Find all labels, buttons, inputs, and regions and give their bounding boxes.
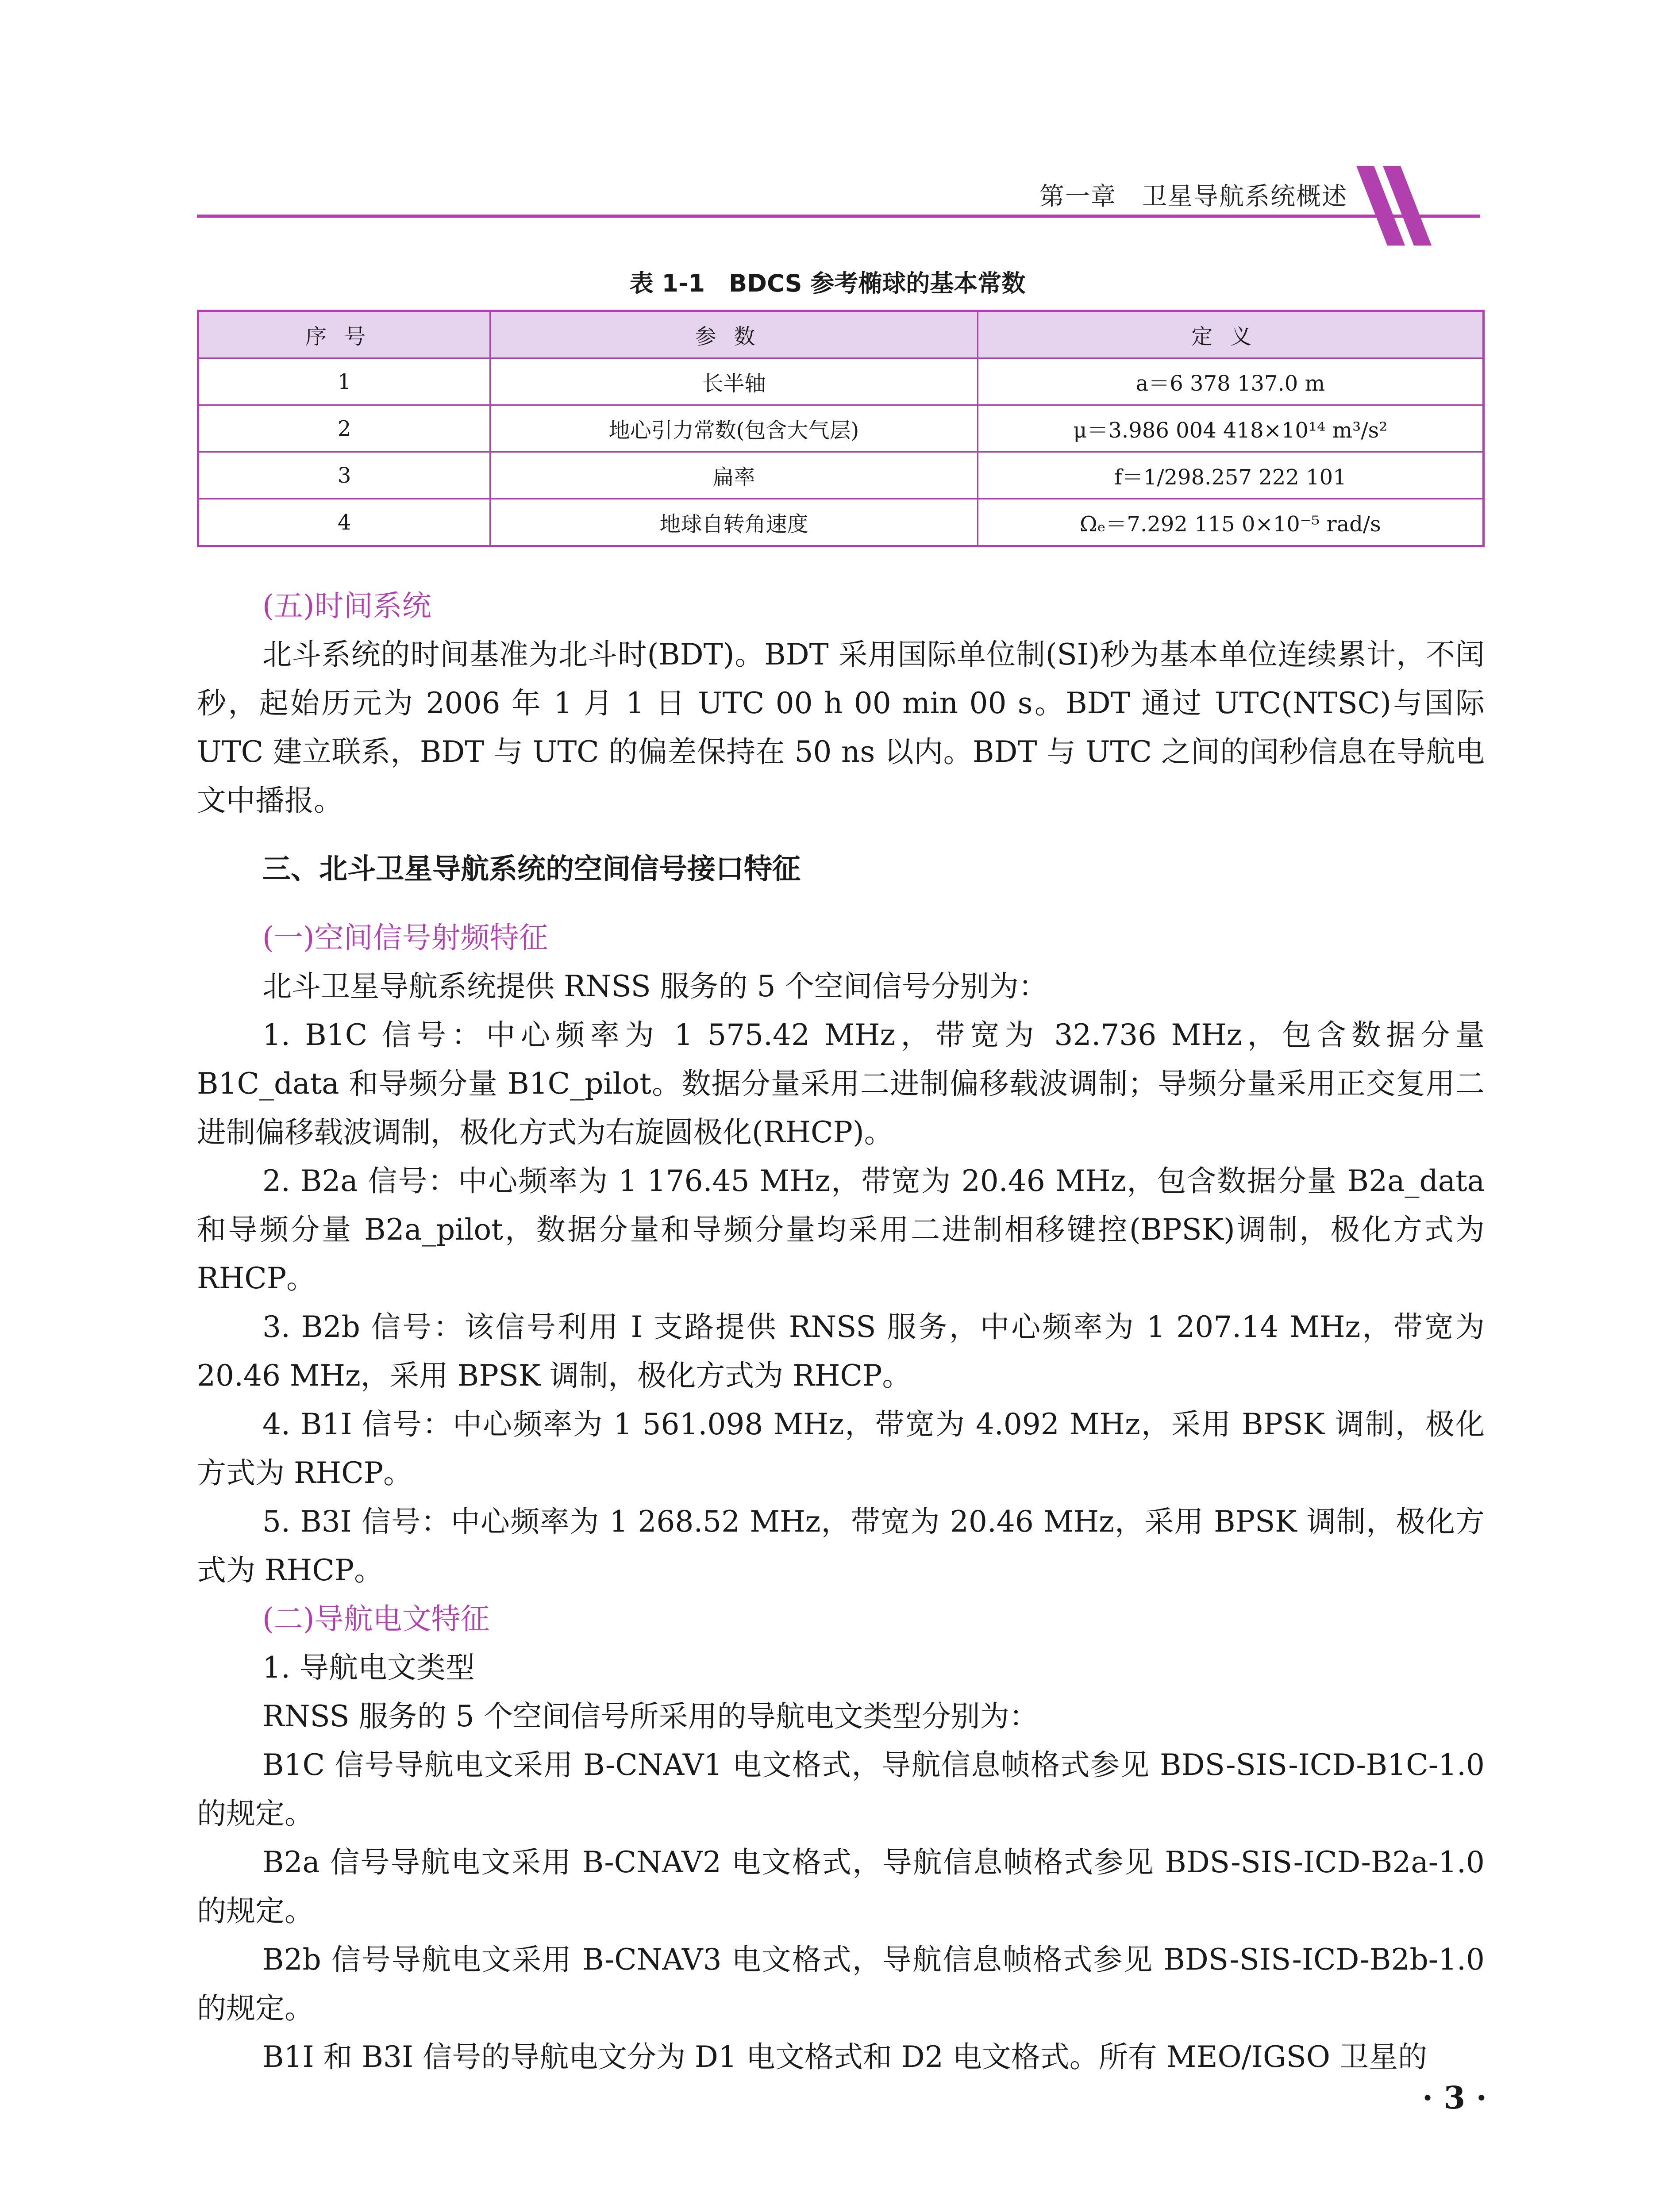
paragraph: 4. B1I 信号：中心频率为 1 561.098 MHz，带宽为 4.092 MHz，采用 BPSK 调制，极化方式为 RHCP。 [197, 1407, 1485, 1490]
header-no: 序号 [198, 311, 490, 358]
cell-def: f＝1/298.257 222 101 [978, 452, 1483, 499]
paragraph: B2b 信号导航电文采用 B-CNAV3 电文格式，导航信息帧格式参见 BDS-SIS-ICD-B2b-1.0 的规定。 [197, 1943, 1485, 2025]
section-heading: 三、北斗卫星导航系统的空间信号接口特征 [262, 853, 801, 886]
table-caption: 表 1-1 BDCS 参考椭球的基本常数 [629, 269, 1026, 297]
paragraph: 3. B2b 信号：该信号利用 I 支路提供 RNSS 服务，中心频率为 1 207.14 MHz，带宽为 20.46 MHz，采用 BPSK 调制，极化方式为 RHCP。 [197, 1310, 1485, 1393]
cell-no: 2 [198, 405, 490, 452]
chapter-title: 第一章 卫星导航系统概述 [1039, 182, 1347, 211]
paragraph: 2. B2a 信号：中心频率为 1 176.45 MHz，带宽为 20.46 MHz，包含数据分量 B2a_data 和导频分量 B2a_pilot，数据分量和导频分量均采用二进制相移键控(BPSK)调制，极化方式为 RHCP。 [197, 1164, 1485, 1295]
cell-def: a＝6 378 137.0 m [978, 358, 1483, 405]
subsection-title: 1. 导航电文类型 [262, 1651, 475, 1685]
table-header-row [198, 311, 1484, 358]
body-text [197, 582, 1485, 2081]
section-rf-title: (一)空间信号射频特征 [262, 921, 548, 955]
cell-no: 1 [198, 358, 490, 405]
cell-param: 地心引力常数(包含大气层) [490, 405, 978, 452]
section-nav-title: (二)导航电文特征 [262, 1602, 490, 1636]
table-row [198, 452, 1484, 499]
cell-param: 长半轴 [490, 358, 978, 405]
running-header [197, 168, 1480, 221]
cell-no: 3 [198, 452, 490, 499]
table-row [198, 405, 1484, 452]
paragraph: B2a 信号导航电文采用 B-CNAV2 电文格式，导航信息帧格式参见 BDS-SIS-ICD-B2a-1.0 的规定。 [197, 1845, 1485, 1928]
constants-table [197, 310, 1485, 547]
cell-def: Ωₑ＝7.292 115 0×10⁻⁵ rad/s [978, 499, 1483, 546]
table-row [198, 358, 1484, 405]
cell-def: μ＝3.986 004 418×10¹⁴ m³/s² [978, 405, 1483, 452]
cell-no: 4 [198, 499, 490, 546]
chapter-stripes-decoration [1356, 166, 1440, 246]
paragraph: RNSS 服务的 5 个空间信号所采用的导航电文类型分别为： [262, 1699, 1039, 1733]
paragraph: B1C 信号导航电文采用 B-CNAV1 电文格式，导航信息帧格式参见 BDS-SIS-ICD-B1C-1.0 的规定。 [197, 1748, 1485, 1831]
header-param: 参数 [490, 311, 978, 358]
paragraph: 北斗系统的时间基准为北斗时(BDT)。BDT 采用国际单位制(SI)秒为基本单位连续累计，不闰秒，起始历元为 2006 年 1 月 1 日 UTC 00 h 00 min 00 s。BDT 通过 UTC(NTSC)与国际 UTC 建立联系，BDT 与 UTC 的偏差保持在 50 ns 以内。BDT 与 UTC 之间的闰秒信息在导航电文中播报。 [197, 637, 1485, 818]
paragraph: 1. B1C 信号：中心频率为 1 575.42 MHz，带宽为 32.736 MHz，包含数据分量 B1C_data 和导频分量 B1C_pilot。数据分量采用二进制偏移载波调制；导频分量采用正交复用二进制偏移载波调制，极化方式为右旋圆极化(RHCP)。 [197, 1018, 1485, 1149]
paragraph: B1I 和 B3I 信号的导航电文分为 D1 电文格式和 D2 电文格式。所有 MEO/IGSO 卫星的 [262, 2040, 1427, 2074]
cell-param: 地球自转角速度 [490, 499, 978, 546]
page-number: · 3 · [1422, 2079, 1487, 2116]
paragraph: 5. B3I 信号：中心频率为 1 268.52 MHz，带宽为 20.46 MHz，采用 BPSK 调制，极化方式为 RHCP。 [197, 1505, 1485, 1587]
paragraph: 北斗卫星导航系统提供 RNSS 服务的 5 个空间信号分别为： [262, 969, 1048, 1003]
cell-param: 扁率 [490, 452, 978, 499]
section-time-title: (五)时间系统 [262, 589, 431, 623]
header-rule [197, 215, 1480, 218]
table-row [198, 499, 1484, 546]
header-def: 定义 [978, 311, 1483, 358]
